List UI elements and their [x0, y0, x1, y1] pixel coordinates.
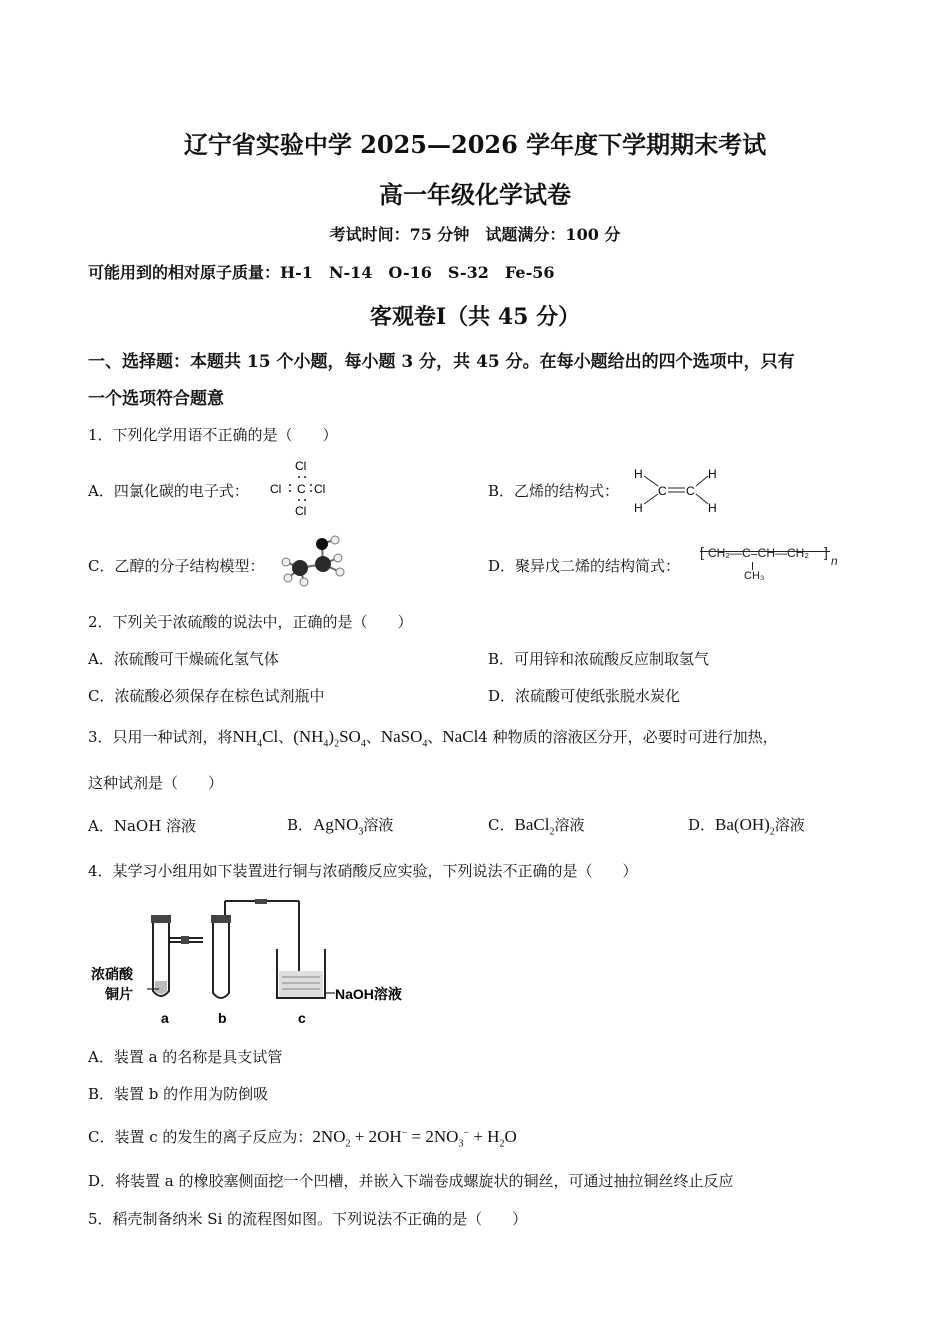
- section-title: 客观卷I（共 45 分）: [369, 304, 581, 330]
- q3-stem-suffix: 4 种物质的溶液区分开，必要时可进行加热，: [478, 728, 778, 746]
- ccl4-left-cl: Cl: [270, 482, 282, 496]
- exam-subtitle: 高一年级化学试卷: [379, 180, 571, 209]
- q2-stem: 2．下列关于浓硫酸的说法中，正确的是（ ）: [88, 613, 413, 631]
- ccl4-electron-formula: [262, 455, 342, 521]
- ethanol-model: [278, 532, 352, 588]
- q2-option-c: C．浓硫酸必须保存在棕色试剂瓶中: [88, 687, 325, 705]
- ethene-h2: H: [634, 501, 643, 515]
- exam-title: 辽宁省实验中学 2025—2026 学年度下学期期末考试: [183, 130, 767, 159]
- polyisoprene-formula: [ CH₂—C=CH—CH₂ ] n CH₃: [700, 544, 838, 582]
- ethene-h3: H: [708, 467, 717, 481]
- q4-stem: 4．某学习小组用如下装置进行铜与浓硝酸反应实验，下列说法不正确的是（ ）: [88, 862, 638, 880]
- label-naoh-solution: NaOH溶液: [335, 986, 402, 1002]
- ethene-structure: [630, 462, 722, 518]
- q3-option-c: C．BaCl$_2$溶液: [488, 815, 585, 838]
- exam-info: 考试时间：75 分钟 试题满分：100 分: [329, 225, 621, 244]
- ccl4-right-cl: Cl: [314, 482, 326, 496]
- q4-apparatus-diagram: [85, 893, 415, 1028]
- ccl4-top-cl: Cl: [295, 459, 307, 473]
- ethene-c2: C: [686, 484, 695, 498]
- label-copper-sheet: 铜片: [105, 986, 133, 1002]
- q3-option-d: D．$Ba(OH)_2$溶液: [688, 815, 805, 838]
- beaker-c-solution: [279, 971, 323, 997]
- ccl4-bottom-cl: Cl: [295, 504, 307, 518]
- polyisoprene-n: n: [831, 554, 838, 568]
- q2-option-a: A．浓硫酸可干燥硫化氢气体: [88, 650, 279, 668]
- ethene-h1: H: [634, 467, 643, 481]
- ethanol-oxygen: [316, 538, 328, 550]
- ethene-c1: C: [658, 484, 667, 498]
- q4-option-b: B．装置 b 的作用为防倒吸: [88, 1085, 269, 1103]
- polyisoprene-methyl: CH₃: [744, 570, 765, 582]
- section-instruction-1: 一、选择题：本题共 15 个小题，每小题 3 分，共 45 分。在每小题给出的四个选项中，只有: [88, 352, 795, 372]
- label-c: c: [298, 1010, 306, 1026]
- q3-option-b: B．AgNO$_3$溶液: [287, 815, 394, 838]
- q2-option-b: B．可用锌和浓硫酸反应制取氢气: [488, 650, 710, 668]
- q5-stem: 5．稻壳制备纳米 Si 的流程图如图。下列说法不正确的是（ ）: [88, 1210, 528, 1228]
- q2-option-d: D．浓硫酸可使纸张脱水炭化: [488, 687, 681, 705]
- q4-option-d: D．将装置 a 的橡胶塞侧面挖一个凹槽，并嵌入下端卷成螺旋状的铜丝，可通过抽拉铜丝终止反应: [88, 1172, 734, 1190]
- q1-option-a: A．四氯化碳的电子式：: [88, 482, 249, 500]
- tube-a-liquid: [155, 981, 167, 994]
- label-a: a: [161, 1010, 169, 1026]
- tube-b: [213, 921, 229, 998]
- label-concentrated-nitric-acid: 浓硝酸: [91, 966, 133, 982]
- q4-option-a: A．装置 a 的名称是具支试管: [88, 1048, 283, 1066]
- q3-stem: 3．只用一种试剂，将$NH_4Cl$、$(NH_4)_2SO_4$、NaSO$_4$、NaCl4 种物质的溶液区分开，必要时可进行加热，: [88, 727, 778, 750]
- ccl4-center-c: C: [297, 482, 306, 496]
- ethanol-carbon-2: [315, 556, 331, 572]
- q1-option-d: D．聚异戊二烯的结构简式：: [488, 557, 681, 575]
- q1-stem: 1．下列化学用语不正确的是（ ）: [88, 426, 338, 444]
- ethanol-carbon-1: [292, 560, 308, 576]
- ethene-h4: H: [708, 501, 717, 515]
- q3-option-a: A．NaOH 溶液: [88, 817, 197, 835]
- label-b: b: [218, 1010, 227, 1026]
- q4-option-c: C．装置 c 的发生的离子反应为：$2NO_2 + 2OH^- = 2NO_3^- + H_2O$: [88, 1127, 517, 1150]
- atomic-masses: 可能用到的相对原子质量：H-1 N-14 O-16 S-32 Fe-56: [88, 263, 555, 282]
- q1-option-c: C．乙醇的分子结构模型：: [88, 557, 265, 575]
- section-instruction-2: 一个选项符合题意: [88, 389, 224, 409]
- polyisoprene-main-chain: CH₂—C=CH—CH₂: [708, 546, 809, 560]
- q1-option-b: B．乙烯的结构式：: [488, 482, 620, 500]
- q3-stem-line2: 这种试剂是（ ）: [88, 774, 224, 792]
- q3-stem-prefix: 3．只用一种试剂，将: [88, 728, 233, 746]
